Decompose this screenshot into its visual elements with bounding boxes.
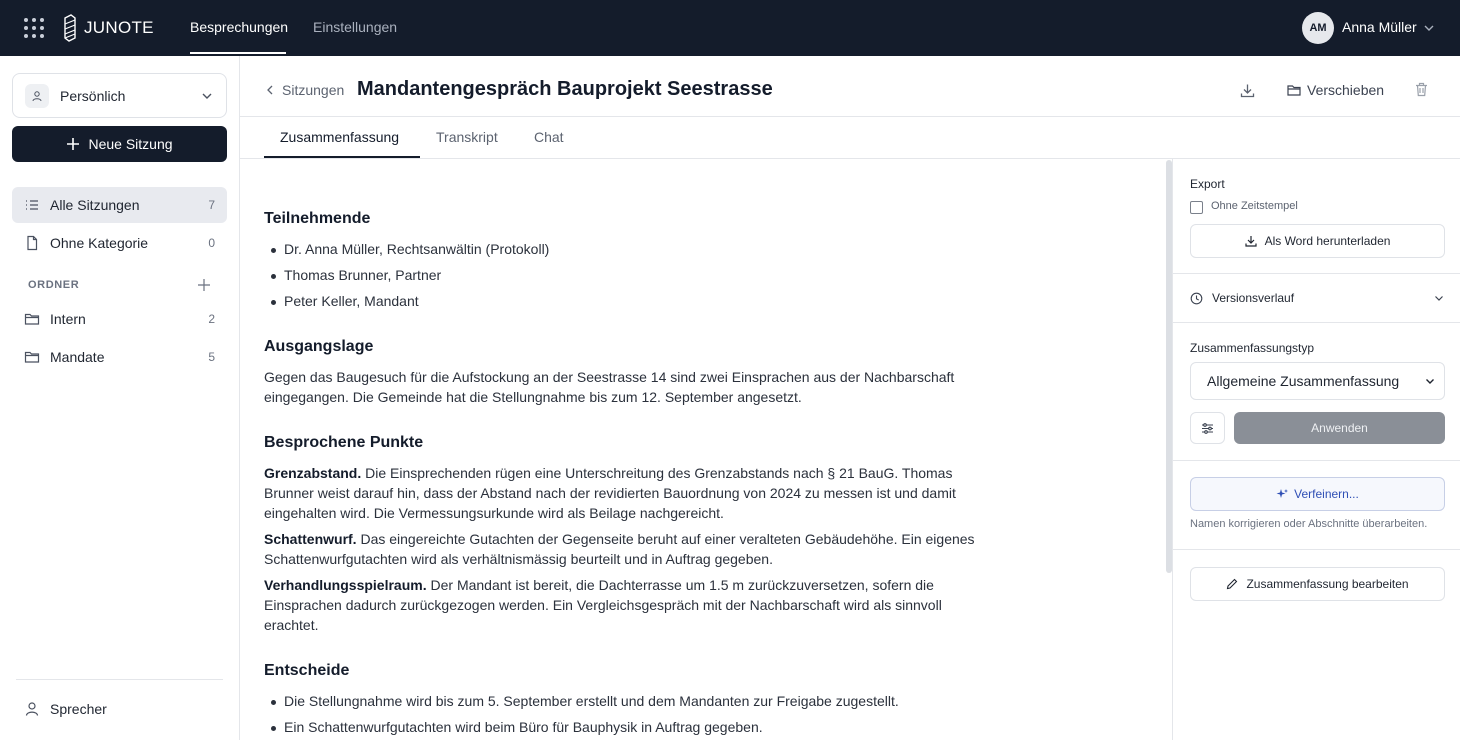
- edit-summary-button[interactable]: [1190, 567, 1445, 601]
- folder-icon: [1287, 83, 1301, 97]
- point-paragraph: Verhandlungsspielraum. Der Mandant ist bereit, die Dachterrasse um 1.5 m zurückzuversetzen, sofern die Einsprachen dadurch zurückgezogen werden. Ein Vergleichsgespräch mit der Nachbarschaft wird als sinnvoll erachtet.: [264, 577, 942, 633]
- page-title: Mandantengespräch Bauprojekt Seestrasse: [357, 78, 773, 100]
- point-term: Grenzabstand.: [264, 465, 362, 481]
- divider: [1173, 549, 1460, 550]
- sidebar-item-count: 5: [208, 350, 215, 364]
- app-grid-icon[interactable]: [24, 18, 44, 38]
- tab-chat[interactable]: Chat: [534, 129, 564, 145]
- move-button[interactable]: [1287, 82, 1384, 98]
- sidebar-item-label: Alle Sitzungen: [50, 197, 140, 213]
- list-item: Thomas Brunner, Partner: [264, 267, 441, 283]
- user-name[interactable]: Anna Müller: [1342, 19, 1417, 35]
- divider: [16, 679, 223, 680]
- sidebar-item-folder-mandate[interactable]: [12, 339, 227, 375]
- download-word-label: Als Word herunterladen: [1264, 234, 1391, 248]
- refine-label: Verfeinern...: [1294, 487, 1359, 501]
- user-avatar[interactable]: AM: [1302, 12, 1334, 44]
- active-tab-indicator: [264, 156, 420, 158]
- back-label: Sitzungen: [282, 82, 345, 98]
- document-icon: [24, 235, 40, 251]
- list-item: Dr. Anna Müller, Rechtsanwältin (Protokoll): [264, 241, 549, 257]
- refine-button[interactable]: [1190, 477, 1445, 511]
- sidebar-item-label: Ohne Kategorie: [50, 235, 149, 251]
- summary-type-select[interactable]: [1190, 362, 1445, 400]
- top-navigation-bar: [0, 0, 1460, 56]
- plus-icon: [66, 137, 80, 151]
- refine-hint: Namen korrigieren oder Abschnitte überarbeiten.: [1190, 518, 1428, 530]
- section-heading-decisions: Entscheide: [264, 662, 350, 679]
- new-session-label: Neue Sitzung: [88, 136, 173, 152]
- sidebar-item-count: 2: [208, 312, 215, 326]
- nav-tab-einstellungen[interactable]: Einstellungen: [313, 19, 398, 35]
- new-session-button[interactable]: [12, 126, 227, 162]
- list-item: Ein Schattenwurfgutachten wird beim Büro für Bauphysik in Auftrag gegeben.: [264, 719, 763, 735]
- list-item: Die Stellungnahme wird bis zum 5. September erstellt und dem Mandanten zur Freigabe zugestellt.: [264, 693, 899, 709]
- divider: [1173, 460, 1460, 461]
- folder-icon: [24, 311, 40, 327]
- sliders-icon: [1201, 422, 1214, 435]
- summary-options-button[interactable]: [1190, 412, 1225, 444]
- edit-summary-label: Zusammenfassung bearbeiten: [1246, 577, 1409, 591]
- sidebar-item-count: 7: [208, 198, 215, 212]
- person-icon: [24, 701, 40, 717]
- download-icon[interactable]: [1240, 83, 1255, 98]
- workspace-label: Persönlich: [60, 88, 126, 104]
- divider: [1173, 322, 1460, 323]
- sidebar: [0, 56, 240, 740]
- summary-type-value: Allgemeine Zusammenfassung: [1207, 373, 1400, 389]
- app-logo[interactable]: [62, 14, 154, 42]
- chevron-left-icon: [264, 84, 276, 96]
- apply-button[interactable]: Anwenden: [1234, 412, 1445, 444]
- no-timestamps-checkbox[interactable]: [1190, 201, 1203, 214]
- user-icon: [25, 84, 49, 108]
- list-icon: [24, 197, 40, 213]
- summary-side-panel: [1172, 159, 1460, 740]
- speaker-label: Sprecher: [50, 701, 107, 717]
- sidebar-item-folder-intern[interactable]: [12, 301, 227, 337]
- point-paragraph: Grenzabstand. Die Einsprechenden rügen eine Unterschreitung des Grenzabstands nach § 21 BauG. Thomas Brunner weist darauf hin, dass der Abstand nach der revidierten Bauordnung von 2024 zu messen ist und damit eingehalten wird. Die Vermessungsurkunde wird als Beilage nachgereicht.: [264, 465, 956, 521]
- download-word-button[interactable]: [1190, 224, 1445, 258]
- folder-icon: [24, 349, 40, 365]
- sidebar-item-label: Mandate: [50, 349, 105, 365]
- chevron-down-icon: [200, 89, 214, 103]
- active-nav-indicator: [190, 52, 286, 54]
- nav-tab-besprechungen[interactable]: Besprechungen: [190, 19, 289, 35]
- point-term: Verhandlungsspielraum.: [264, 577, 427, 593]
- chevron-down-icon[interactable]: [1422, 21, 1436, 35]
- point-paragraph: Schattenwurf. Das eingereichte Gutachten der Gegenseite beruht auf einer veralteten Gebäudehöhe. Ein eigenes Schattenwurfgutachten wird als verhältnismässig beurteilt und in Auftrag gegeben.: [264, 531, 975, 567]
- folders-heading: ORDNER: [28, 279, 80, 291]
- sidebar-item-count: 0: [208, 236, 215, 250]
- back-to-sessions-link[interactable]: [264, 82, 344, 98]
- export-label: Export: [1190, 177, 1225, 191]
- no-timestamps-label[interactable]: Ohne Zeitstempel: [1211, 200, 1298, 212]
- download-icon: [1245, 235, 1257, 247]
- speaker-link[interactable]: [24, 701, 107, 717]
- logo-icon: [62, 14, 78, 42]
- tabs-bar: [240, 116, 1460, 159]
- add-folder-icon[interactable]: [197, 278, 211, 292]
- divider: [1173, 273, 1460, 274]
- sidebar-item-label: Intern: [50, 311, 86, 327]
- sidebar-item-uncategorized[interactable]: [12, 225, 227, 261]
- brand-name: JUNOTE: [84, 18, 154, 37]
- situation-paragraph: Gegen das Baugesuch für die Aufstockung an der Seestrasse 14 sind zwei Einsprachen aus der Nachbarschaft eingegangen. Die Gemeinde hat die Stellungnahme bis zum 12. September angesetzt.: [264, 369, 955, 405]
- chevron-down-icon: [1433, 292, 1445, 304]
- summary-type-label: Zusammenfassungstyp: [1190, 341, 1315, 355]
- pencil-icon: [1226, 578, 1238, 590]
- list-item: Peter Keller, Mandant: [264, 293, 419, 309]
- section-heading-situation: Ausgangslage: [264, 338, 374, 355]
- point-term: Schattenwurf.: [264, 531, 357, 547]
- chevron-down-icon: [1424, 375, 1436, 387]
- version-history-label: Versionsverlauf: [1212, 291, 1295, 305]
- move-label: Verschieben: [1307, 82, 1385, 98]
- workspace-selector[interactable]: [12, 73, 227, 118]
- sidebar-item-all-sessions[interactable]: [12, 187, 227, 223]
- section-heading-participants: Teilnehmende: [264, 210, 371, 227]
- tab-summary[interactable]: Zusammenfassung: [280, 129, 400, 145]
- sparkle-icon: [1276, 488, 1288, 500]
- history-icon: [1190, 292, 1203, 305]
- tab-transcript[interactable]: Transkript: [436, 129, 498, 145]
- trash-icon[interactable]: [1414, 82, 1429, 97]
- version-history-toggle[interactable]: [1190, 291, 1445, 305]
- section-heading-points: Besprochene Punkte: [264, 434, 424, 451]
